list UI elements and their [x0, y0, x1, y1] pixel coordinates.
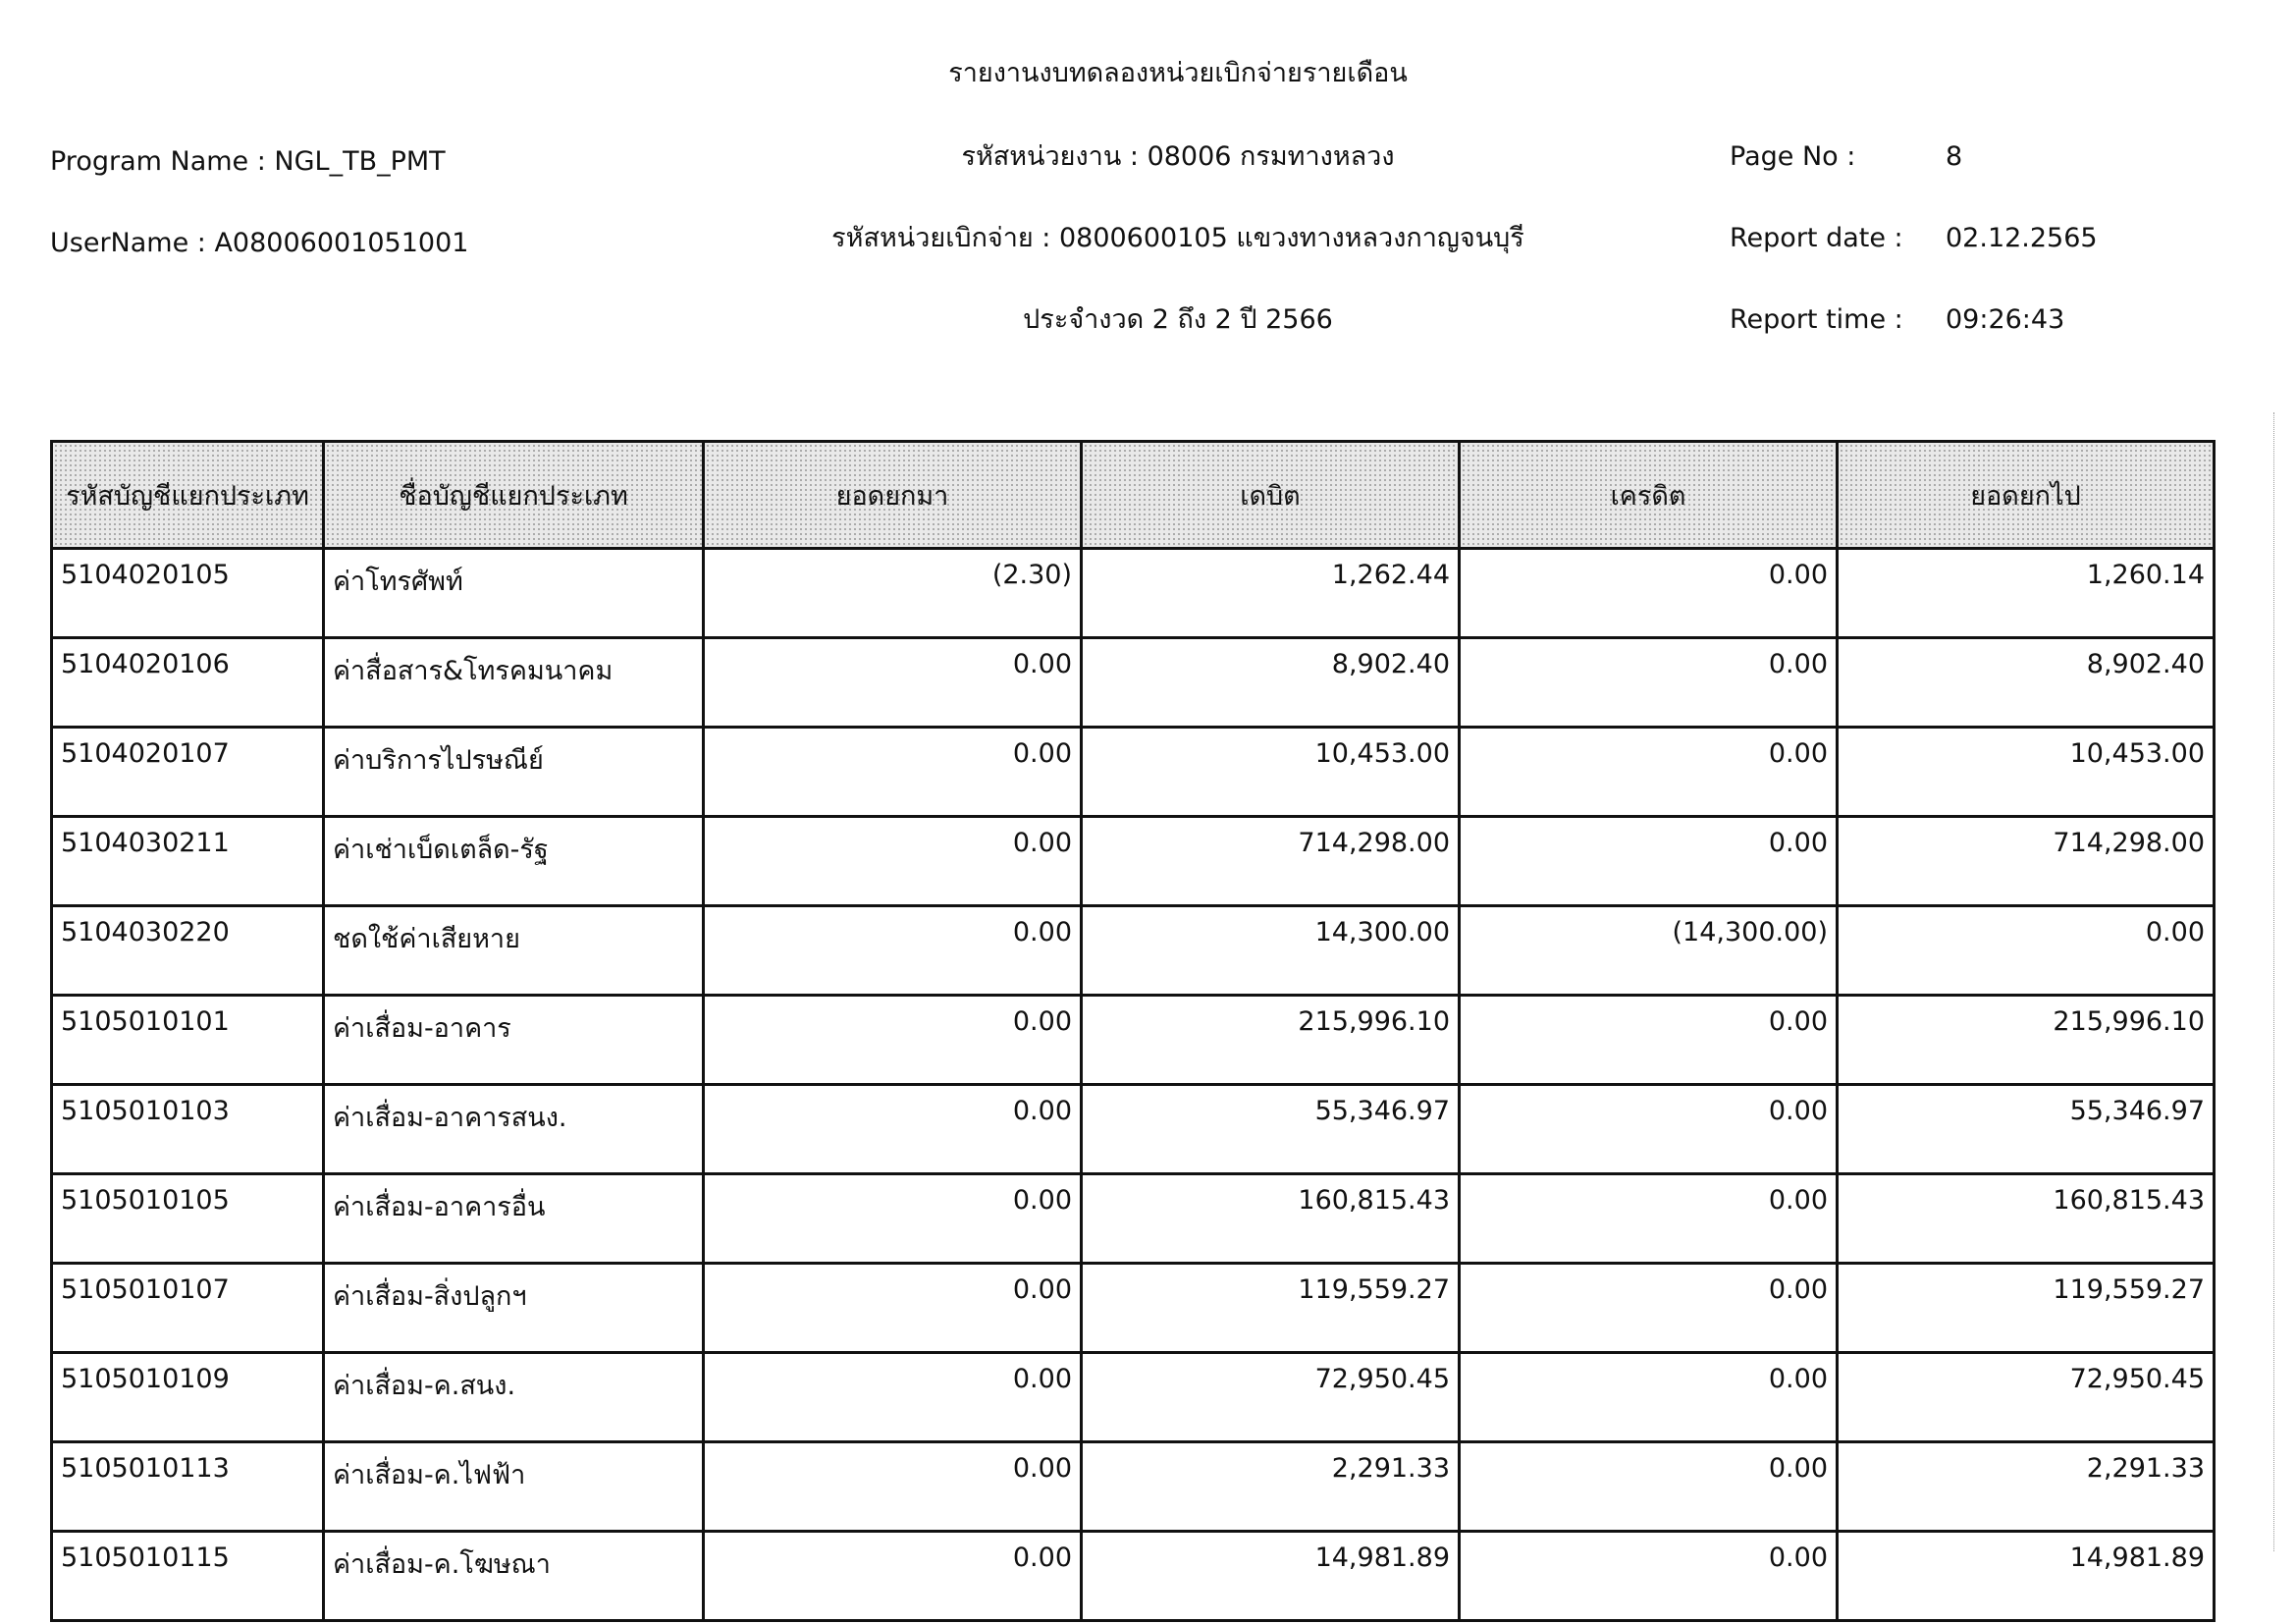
report-time-value: 09:26:43: [1946, 304, 2065, 335]
carried-forward: 8,902.40: [1838, 638, 2215, 728]
account-name: ค่าสื่อสาร&โทรคมนาคม: [324, 638, 704, 728]
credit: 0.00: [1460, 996, 1838, 1085]
disbursing-unit-code: รหัสหน่วยเบิกจ่าย : 0800600105 แขวงทางหลวงกาญจนบุรี: [831, 223, 1524, 253]
carried-forward: 2,291.33: [1838, 1442, 2215, 1532]
table-row: [52, 1174, 2215, 1264]
table-row: [52, 1442, 2215, 1532]
debit: 10,453.00: [1082, 728, 1460, 817]
credit: 0.00: [1460, 1085, 1838, 1174]
brought-forward: 0.00: [704, 1532, 1082, 1621]
column-header-carried-forward: ยอดยกไป: [1838, 442, 2215, 549]
brought-forward: 0.00: [704, 817, 1082, 906]
carried-forward: 14,981.89: [1838, 1532, 2215, 1621]
debit: 714,298.00: [1082, 817, 1460, 906]
report-period: ประจำงวด 2 ถึง 2 ปี 2566: [1023, 304, 1333, 335]
brought-forward: 0.00: [704, 906, 1082, 996]
credit: 0.00: [1460, 1264, 1838, 1353]
account-code: 5105010109: [52, 1353, 324, 1442]
account-code: 5105010115: [52, 1532, 324, 1621]
account-name: ค่าโทรศัพท์: [324, 549, 704, 638]
column-header-credit: เครดิต: [1460, 442, 1838, 549]
table-row: [52, 817, 2215, 906]
report-time-label: Report time :: [1730, 304, 1903, 335]
debit: 160,815.43: [1082, 1174, 1460, 1264]
account-code: 5104020105: [52, 549, 324, 638]
account-name: ชดใช้ค่าเสียหาย: [324, 906, 704, 996]
table-row: [52, 996, 2215, 1085]
credit: 0.00: [1460, 549, 1838, 638]
brought-forward: 0.00: [704, 1442, 1082, 1532]
debit: 2,291.33: [1082, 1442, 1460, 1532]
account-code: 5105010113: [52, 1442, 324, 1532]
brought-forward: 0.00: [704, 996, 1082, 1085]
account-code: 5105010103: [52, 1085, 324, 1174]
brought-forward: 0.00: [704, 1085, 1082, 1174]
table-row: [52, 728, 2215, 817]
debit: 8,902.40: [1082, 638, 1460, 728]
carried-forward: 119,559.27: [1838, 1264, 2215, 1353]
account-name: ค่าเสื่อม-อาคารสนง.: [324, 1085, 704, 1174]
account-name: ค่าเสื่อม-ค.โฆษณา: [324, 1532, 704, 1621]
carried-forward: 215,996.10: [1838, 996, 2215, 1085]
agency-code: รหัสหน่วยงาน : 08006 กรมทางหลวง: [961, 141, 1395, 172]
report-date-value: 02.12.2565: [1946, 223, 2098, 253]
column-header-account-name: ชื่อบัญชีแยกประเภท: [324, 442, 704, 549]
account-name: ค่าเสื่อม-อาคารอื่น: [324, 1174, 704, 1264]
brought-forward: (2.30): [704, 549, 1082, 638]
debit: 1,262.44: [1082, 549, 1460, 638]
account-name: ค่าเสื่อม-สิ่งปลูกฯ: [324, 1264, 704, 1353]
carried-forward: 55,346.97: [1838, 1085, 2215, 1174]
carried-forward: 0.00: [1838, 906, 2215, 996]
user-name: UserName : A08006001051001: [50, 228, 469, 258]
account-code: 5105010101: [52, 996, 324, 1085]
account-name: ค่าเสื่อม-ค.ไฟฟ้า: [324, 1442, 704, 1532]
page-margin-line: [2273, 412, 2274, 1551]
credit: 0.00: [1460, 1174, 1838, 1264]
carried-forward: 714,298.00: [1838, 817, 2215, 906]
carried-forward: 1,260.14: [1838, 549, 2215, 638]
trial-balance-table: [50, 440, 2216, 1622]
account-name: ค่าเสื่อม-อาคาร: [324, 996, 704, 1085]
account-code: 5104030211: [52, 817, 324, 906]
credit: 0.00: [1460, 728, 1838, 817]
table-row: [52, 1353, 2215, 1442]
column-header-brought-forward: ยอดยกมา: [704, 442, 1082, 549]
page-no-value: 8: [1946, 141, 1963, 172]
account-name: ค่าบริการไปรษณีย์: [324, 728, 704, 817]
debit: 72,950.45: [1082, 1353, 1460, 1442]
credit: 0.00: [1460, 638, 1838, 728]
credit: 0.00: [1460, 817, 1838, 906]
credit: 0.00: [1460, 1442, 1838, 1532]
table-row: [52, 1085, 2215, 1174]
table-row: [52, 638, 2215, 728]
carried-forward: 72,950.45: [1838, 1353, 2215, 1442]
table-row: [52, 906, 2215, 996]
brought-forward: 0.00: [704, 1264, 1082, 1353]
account-code: 5104030220: [52, 906, 324, 996]
debit: 215,996.10: [1082, 996, 1460, 1085]
account-code: 5104020107: [52, 728, 324, 817]
brought-forward: 0.00: [704, 1174, 1082, 1264]
credit: 0.00: [1460, 1532, 1838, 1621]
brought-forward: 0.00: [704, 728, 1082, 817]
brought-forward: 0.00: [704, 1353, 1082, 1442]
debit: 14,300.00: [1082, 906, 1460, 996]
credit: 0.00: [1460, 1353, 1838, 1442]
table-row: [52, 1264, 2215, 1353]
report-title: รายงานงบทดลองหน่วยเบิกจ่ายรายเดือน: [948, 58, 1408, 88]
account-code: 5104020106: [52, 638, 324, 728]
debit: 119,559.27: [1082, 1264, 1460, 1353]
column-header-account-code: รหัสบัญชีแยกประเภท: [52, 442, 324, 549]
program-name: Program Name : NGL_TB_PMT: [50, 146, 446, 177]
account-name: ค่าเสื่อม-ค.สนง.: [324, 1353, 704, 1442]
credit: (14,300.00): [1460, 906, 1838, 996]
debit: 14,981.89: [1082, 1532, 1460, 1621]
table-row: [52, 1532, 2215, 1621]
page-no-label: Page No :: [1730, 141, 1856, 172]
carried-forward: 160,815.43: [1838, 1174, 2215, 1264]
table-row: [52, 549, 2215, 638]
account-code: 5105010105: [52, 1174, 324, 1264]
column-header-debit: เดบิต: [1082, 442, 1460, 549]
account-code: 5105010107: [52, 1264, 324, 1353]
report-date-label: Report date :: [1730, 223, 1903, 253]
account-name: ค่าเช่าเบ็ดเตล็ด-รัฐ: [324, 817, 704, 906]
brought-forward: 0.00: [704, 638, 1082, 728]
table-header-row: [52, 442, 2215, 549]
debit: 55,346.97: [1082, 1085, 1460, 1174]
carried-forward: 10,453.00: [1838, 728, 2215, 817]
